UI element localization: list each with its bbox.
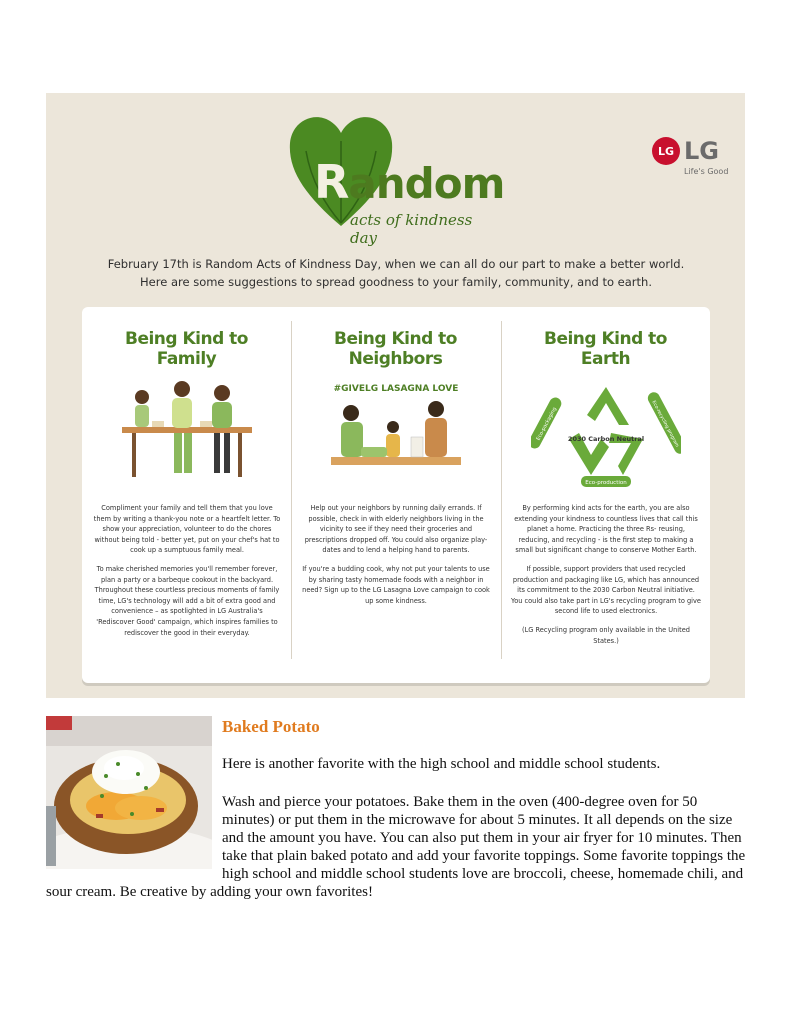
earth-text: By performing kind acts for the earth, you are also extending your kindness to countless lives that call this planet a home. Practicing the three Rs- reusing, reducing, and recycling - is the first step to making a small but significant change to conserve Mother Earth. If possible, support providers that used recycled production and packaging like LG, which has announced its commitment to the 2030 Carbon Neutral initiative. You could also take part in LG's recycling program to give second life to used electronics. (LG Recycling program only available in the United States.) — [511, 504, 701, 645]
family-dinner-illustration — [112, 377, 262, 487]
recycle-icon — [569, 387, 643, 475]
logo-title: Random — [314, 155, 505, 209]
lg-face-icon: LG — [652, 137, 680, 165]
kindness-infographic — [46, 93, 745, 698]
neighbors-column — [291, 307, 500, 683]
family-title: Being Kind to Family — [124, 329, 248, 369]
article-body: Wash and pierce your potatoes. Bake them in the oven (400-degree oven for 50 minutes) or put them in the microwave for about 5 minutes. It all depends on the size and the amount you have. You can also put them in your air fryer for 10 minutes. Then take that plain baked potato and add your favorite toppings. Some favorite toppings the high school and middle school students love are broccoli, cheese, homemade chili, and sour cream. Be creative by adding your own favorites! — [46, 794, 746, 900]
family-text: Compliment your family and tell them that you love them by writing a thank-you note or a heartfelt letter. To show your appreciation, volunteer to do the chores without being told - better yet, put on your chef's hat to cook up a sumptuous family meal. To make cherished memories you'll remember forever, plan a party or a barbeque cookout in the backyard. Throughout these courtless precious moments of family time, LG's technology will add a bit of extra good and convenience – as spotlighted in LG Australia's 'Rediscover Good' campaign, which inspires families to rediscover the good in their everyday. — [93, 504, 281, 637]
lg-logo — [652, 137, 729, 185]
earth-title: Being Kind to Earth — [543, 329, 667, 369]
logo-subtitle: acts of kindness day — [350, 211, 473, 247]
family-column — [82, 307, 291, 683]
eco-recycling-badge: Eco-recycling program — [650, 400, 680, 449]
lasagna-love-illustration — [321, 377, 471, 487]
article-title: Baked Potato — [222, 717, 320, 736]
eco-packaging-badge: Eco-packaging — [535, 406, 559, 442]
article-intro: Here is another favorite with the high school and middle school students. — [222, 756, 661, 772]
recycle-cycle-illustration — [531, 377, 681, 487]
eco-production-badge: Eco-production — [585, 480, 627, 486]
random-acts-logo — [286, 111, 505, 247]
earth-column — [501, 307, 710, 683]
lasagna-love-label: #GIVELG LASAGNA LOVE — [333, 384, 459, 394]
intro-text: February 17th is Random Acts of Kindness Day, when we can all do our part to make a better world. Here are some suggestions to spread goodness to your family, community, and to earth. — [107, 257, 685, 289]
lg-tagline: Life's Good — [684, 167, 729, 176]
neighbors-text: Help out your neighbors by running daily errands. If possible, check in with elderly neighbors living in the vicinity to see if they need their groceries and prescriptions dropped off. You could also organize play-dates and to lend a helping hand to parents. If you're a budding cook, why not put your talents to use by sharing tasty homemade foods with a neighbor in need? Sign up to the LG Lasagna Love campaign to cook up some kindness. — [302, 504, 490, 605]
carbon-neutral-label: 2030 Carbon Neutral — [567, 435, 645, 443]
neighbors-title: Being Kind to Neighbors — [333, 329, 457, 369]
kindness-card — [82, 307, 710, 683]
lg-brand-name: LG — [684, 137, 719, 165]
